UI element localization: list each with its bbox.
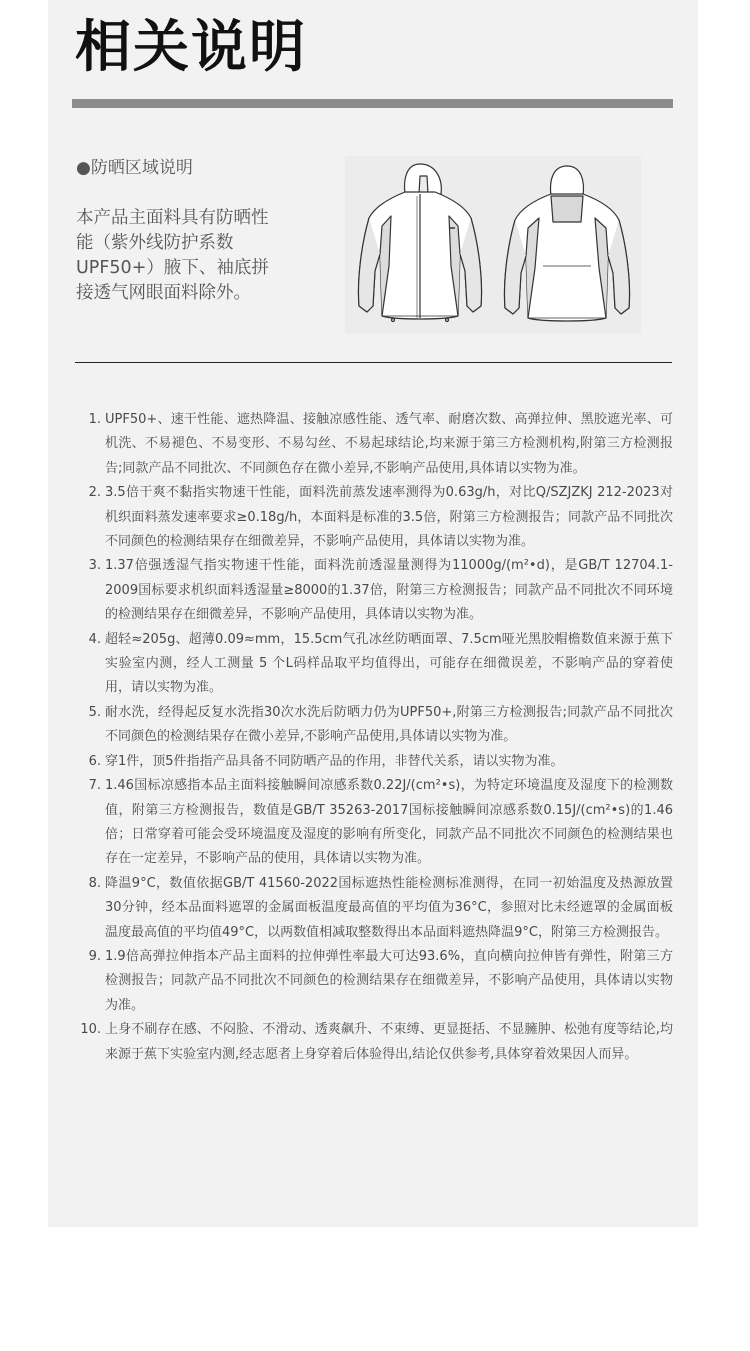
note-number: 7. bbox=[88, 778, 101, 794]
note-text: 耐水洗，经得起反复水洗指30次水洗后防晒力仍为UPF50+,附第三方检测报告;同款产品不同批次不同颜色的检测结果存在微小差异,不影响产品使用,具体请以实物为准。 bbox=[105, 704, 673, 745]
jacket-back-drawing bbox=[504, 166, 629, 321]
section-divider bbox=[75, 362, 672, 363]
note-text: 降温9°C，数值依据GB/T 41560-2022国标遮热性能检测标准测得，在同一初始温度及热源放置30分钟，经本品面料遮罩的金属面板温度最高值的平均值为36°C，参照对比未经遮罩的金属面板温度最高值的平均值49°C，以两数值相减取整数得出本品面料遮热降温9°C，附第三方检测报告。 bbox=[105, 875, 673, 940]
note-number: 5. bbox=[88, 704, 101, 720]
note-item bbox=[75, 554, 673, 627]
note-text: 1.9倍高弹拉伸指本产品主面料的拉伸弹性率最大可达93.6%，直向横向拉伸皆有弹性，附第三方检测报告；同款产品不同批次不同颜色的检测结果存在细微差异，不影响产品使用，具体请以实物为准。 bbox=[105, 948, 673, 1013]
note-item bbox=[75, 628, 673, 701]
note-number: 4. bbox=[88, 631, 101, 647]
note-number: 6. bbox=[88, 753, 101, 769]
note-item bbox=[75, 872, 673, 945]
note-number: 9. bbox=[88, 948, 101, 964]
note-item bbox=[75, 701, 673, 750]
note-text: 3.5倍干爽不黏指实物速干性能，面料洗前蒸发速率测得为0.63g/h，对比Q/SZJZKJ 212-2023对机织面料蒸发速率要求≥0.18g/h，本面料是标准的3.5倍，附第三方检测报告；同款产品不同批次不同颜色的检测结果存在细微差异，不影响产品使用，具体请以实物为准。 bbox=[105, 485, 673, 550]
note-item bbox=[75, 945, 673, 1018]
note-number: 1. bbox=[88, 412, 101, 427]
note-text: 穿1件，顶5件指指产品具备不同防晒产品的作用，非替代关系，请以实物为准。 bbox=[105, 753, 564, 769]
note-item bbox=[75, 481, 673, 554]
protection-area-description: 本产品主面料具有防晒性能（紫外线防护系数UPF50+）腋下、袖底拼接透气网眼面料除外。 bbox=[76, 208, 269, 303]
note-number: 8. bbox=[88, 875, 101, 891]
note-text: 1.37倍强透湿气指实物速干性能，面料洗前透湿量测得为11000g/(m²•d)，是GB/T 12704.1-2009国标要求机织面料透湿量≥8000的1.37倍，附第三方检测报告；同款产品不同批次不同环境的检测结果存在细微差异，不影响产品使用，具体请以实物为准。 bbox=[105, 558, 673, 623]
note-number: 10. bbox=[80, 1022, 101, 1038]
note-text: 上身不刷存在感、不闷脸、不滑动、透爽飙升、不束缚、更显挺括、不显臃肿、松弛有度等结论,均来源于蕉下实验室内测,经志愿者上身穿着后体验得出,结论仅供参考,具体穿着效果因人而异。 bbox=[105, 1022, 673, 1062]
protection-area-label: ●防晒区域说明 bbox=[76, 158, 193, 178]
note-item bbox=[75, 408, 673, 481]
note-number: 2. bbox=[88, 485, 101, 501]
title-underline-bar bbox=[72, 99, 673, 108]
note-number: 3. bbox=[88, 558, 101, 574]
notes-list bbox=[75, 408, 673, 1067]
note-item bbox=[75, 1018, 673, 1067]
jacket-illustration bbox=[345, 156, 641, 334]
jacket-front-drawing bbox=[358, 164, 481, 322]
note-text: 1.46国标凉感指本品主面料接触瞬间凉感系数0.22J/(cm²•s)，为特定环境温度及湿度下的检测数值，附第三方检测报告，数值是GB/T 35263-2017国标接触瞬间凉感系数0.15J/(cm²•s)的1.46倍；日常穿着可能会受环境温度及湿度的影响有所变化，同款产品不同批次不同颜色的检测结果也存在一定差异，不影响产品的使用，具体请以实物为准。 bbox=[105, 778, 673, 867]
note-item bbox=[75, 774, 673, 872]
note-text: UPF50+、速干性能、遮热降温、接触凉感性能、透气率、耐磨次数、高弹拉伸、黑胶遮光率、可机洗、不易褪色、不易变形、不易勾丝、不易起球结论,均来源于第三方检测机构,附第三方检测报告;同款产品不同批次、不同颜色存在微小差异,不影响产品使用,具体请以实物为准。 bbox=[105, 412, 673, 476]
note-item bbox=[75, 750, 673, 774]
note-text: 超轻≈205g、超薄0.09≈mm，15.5cm气孔冰丝防晒面罩、7.5cm哑光黑胶帽檐数值来源于蕉下实验室内测，经人工测量 5 个L码样品取平均值得出，可能存在细微误差，不影响产品的穿着使用，请以实物为准。 bbox=[105, 631, 673, 696]
page-title: 相关说明 bbox=[75, 15, 307, 80]
